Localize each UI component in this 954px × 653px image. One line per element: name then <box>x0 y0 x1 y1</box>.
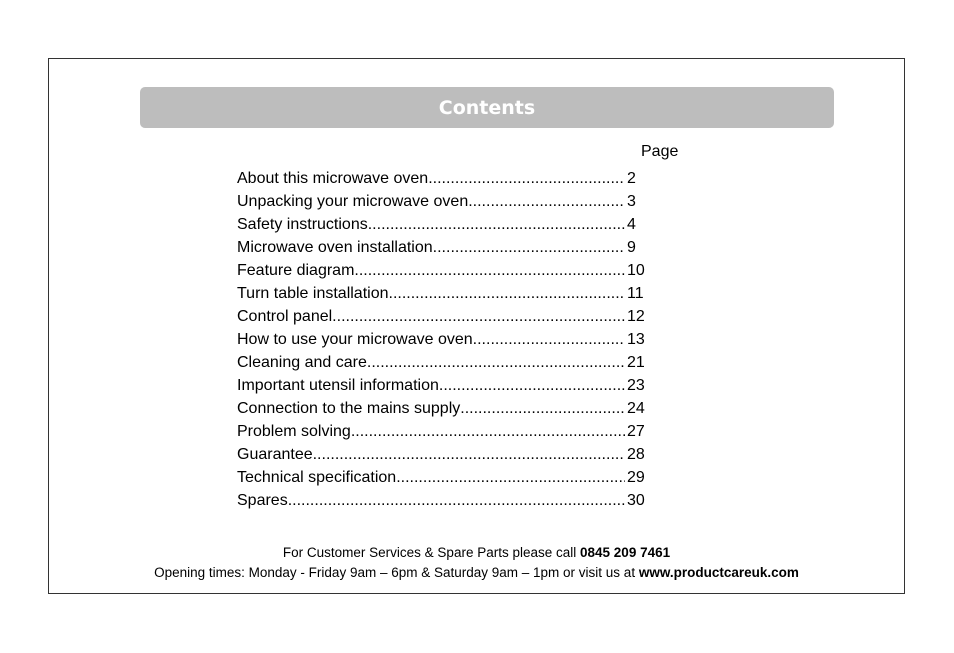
toc-item-title: Guarantee <box>237 446 313 463</box>
toc-item[interactable] <box>237 423 647 446</box>
toc-item-title: Turn table installation <box>237 285 389 302</box>
toc-item[interactable] <box>237 400 647 423</box>
toc-item[interactable] <box>237 193 647 216</box>
toc-item-title: Control panel <box>237 308 333 325</box>
toc-item-page: 12 <box>627 308 645 325</box>
toc-item-page: 10 <box>627 262 645 279</box>
table-of-contents <box>237 170 647 515</box>
toc-item-page: 28 <box>627 446 645 463</box>
toc-leader <box>396 469 625 487</box>
toc-item-title: Problem solving <box>237 423 351 440</box>
page-frame <box>48 58 905 594</box>
toc-leader <box>389 285 626 303</box>
toc-item-title: Spares <box>237 492 288 509</box>
toc-item-page: 9 <box>627 239 636 256</box>
toc-item-page: 21 <box>627 354 645 371</box>
toc-item-title: Important utensil information <box>237 377 439 394</box>
toc-leader <box>460 400 625 418</box>
toc-leader <box>468 193 625 211</box>
website-link[interactable]: www.productcareuk.com <box>638 565 799 580</box>
toc-item-title: Microwave oven installation <box>237 239 433 256</box>
toc-leader <box>351 423 625 441</box>
toc-leader <box>439 377 625 395</box>
phone-number[interactable]: 0845 209 7461 <box>580 545 671 560</box>
opening-times-text: Opening times: Monday - Friday 9am – 6pm & Saturday 9am – 1pm or visit us at <box>154 565 639 580</box>
toc-item-page: 3 <box>627 193 636 210</box>
toc-leader <box>428 170 625 188</box>
toc-leader <box>354 262 625 280</box>
toc-item-page: 13 <box>627 331 645 348</box>
toc-item[interactable] <box>237 354 647 377</box>
toc-item[interactable] <box>237 170 647 193</box>
toc-item[interactable] <box>237 262 647 285</box>
toc-item-page: 2 <box>627 170 636 187</box>
toc-item-page: 24 <box>627 400 645 417</box>
toc-item-title: Cleaning and care <box>237 354 367 371</box>
toc-item-title: Technical specification <box>237 469 397 486</box>
toc-item-page: 23 <box>627 377 645 394</box>
toc-leader <box>332 308 625 326</box>
page-column-header: Page <box>641 143 679 160</box>
toc-item-title: How to use your microwave oven <box>237 331 473 348</box>
toc-item[interactable] <box>237 216 647 239</box>
customer-services-text: For Customer Services & Spare Parts please call <box>282 545 581 560</box>
toc-item[interactable] <box>237 377 647 400</box>
toc-leader <box>313 446 625 464</box>
toc-item[interactable] <box>237 285 647 308</box>
toc-item[interactable] <box>237 308 647 331</box>
toc-item-title: Feature diagram <box>237 262 355 279</box>
toc-item-page: 27 <box>627 423 645 440</box>
toc-item[interactable] <box>237 492 647 515</box>
toc-item[interactable] <box>237 331 647 354</box>
toc-item-title: Unpacking your microwave oven <box>237 193 469 210</box>
toc-item-page: 30 <box>627 492 645 509</box>
toc-leader <box>433 239 625 257</box>
toc-leader <box>473 331 625 349</box>
toc-item[interactable] <box>237 239 647 262</box>
customer-services-line <box>49 543 904 563</box>
contents-title: Contents <box>438 96 536 119</box>
toc-leader <box>367 354 625 372</box>
toc-item-page: 11 <box>627 285 644 302</box>
toc-item[interactable] <box>237 469 647 492</box>
footer <box>49 543 904 583</box>
contents-banner <box>140 87 834 128</box>
opening-times-line <box>49 563 904 583</box>
toc-item-title: Safety instructions <box>237 216 368 233</box>
toc-leader <box>368 216 625 234</box>
toc-item-title: About this microwave oven <box>237 170 429 187</box>
toc-item-title: Connection to the mains supply <box>237 400 461 417</box>
toc-item-page: 4 <box>627 216 636 233</box>
toc-leader <box>288 492 625 510</box>
toc-item-page: 29 <box>627 469 645 486</box>
toc-item[interactable] <box>237 446 647 469</box>
